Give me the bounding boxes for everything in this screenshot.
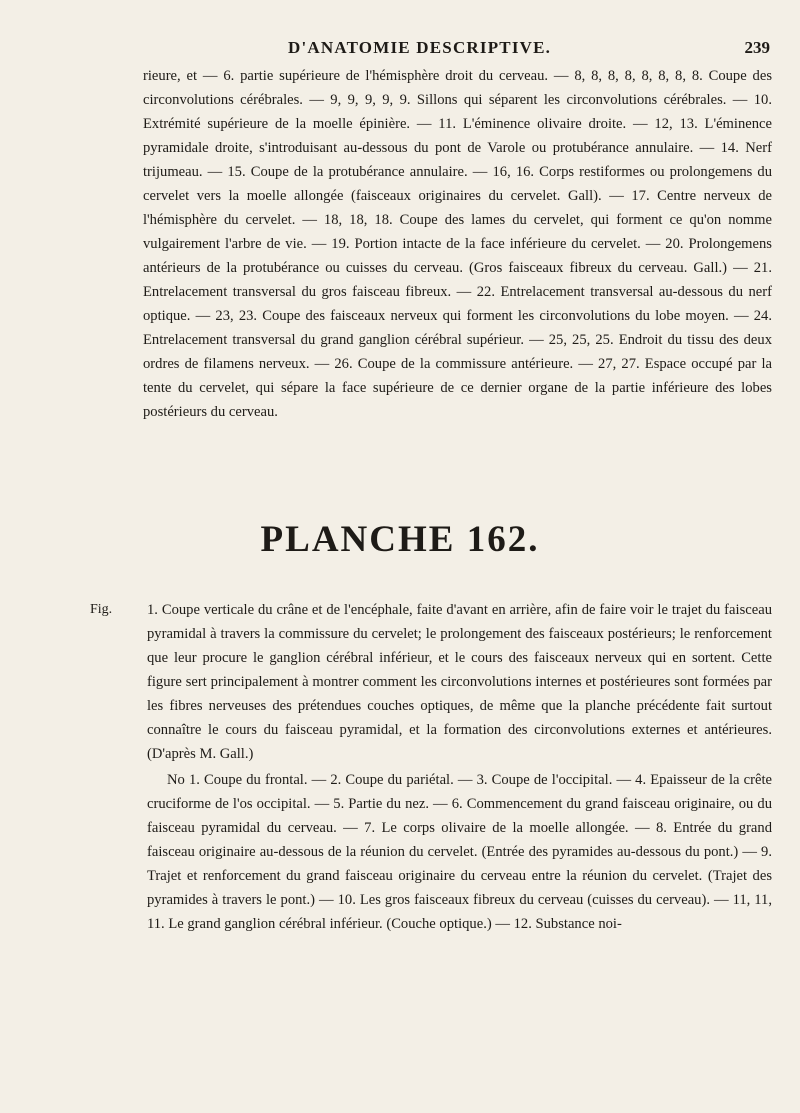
figure-numbered-items: No 1. Coupe du frontal. — 2. Coupe du pariétal. — 3. Coupe de l'occipital. — 4. Epaisseur de la crête cruciforme de l'os occipital. — 5. Partie du nez. — 6. Commencement du grand faisceau originaire, ou du faisceau pyramidal du cerveau. — 7. Le corps olivaire de la moelle allongée. — 8. Entrée du grand faisceau originaire au-dessous de la réunion du cervelet. (Entrée des pyramides au-dessous du pont.) — 9. Trajet et renforcement du grand faisceau originaire du cerveau entre la réunion du cervelet. (Trajet des pyramides à travers le pont.) — 10. Les gros faisceaux fibreux du cerveau (cuisses du cerveau). — 11, 11, 11. Le grand ganglion cérébral inférieur. (Couche optique.) — 12. Substance noi- bbox=[147, 772, 772, 932]
figure-label: Fig. bbox=[90, 602, 113, 617]
figure-block bbox=[90, 598, 772, 936]
continued-paragraph: rieure, et — 6. partie supérieure de l'hémisphère droit du cerveau. — 8, 8, 8, 8, 8, 8, 8, 8. Coupe des circonvolutions cérébrales. — 9, 9, 9, 9, 9. Sillons qui séparent les circonvolutions cérébrales. — 10. Extrémité supérieure de la moelle épinière. — 11. L'éminence olivaire droite. — 12, 13. L'éminence pyramidale droite, s'introduisant au-dessous du pont de Varole ou protubérance annulaire. — 14. Nerf trijumeau. — 15. Coupe de la protubérance annulaire. — 16, 16. Corps restiformes ou prolongemens du cervelet vers la moelle allongée (faisceaux originaires du cervelet. Gall). — 17. Centre nerveux de l'hémisphère du cervelet. — 18, 18, 18. Coupe des lames du cervelet, qui forment ce qu'on nomme vulgairement l'arbre de vie. — 19. Portion intacte de la face inférieure du cervelet. — 20. Prolongemens antérieurs de la protubérance ou cuisses du cerveau. (Gros faisceaux fibreux du cerveau. Gall.) — 21. Entrelacement transversal du gros faisceau fibreux. — 22. Entrelacement transversal au-dessous du nerf optique. — 23, 23. Coupe des faisceaux nerveux qui forment les circonvolutions du lobe moyen. — 24. Entrelacement transversal du grand ganglion cérébral supérieur. — 25, 25, 25. Endroit du tissu des deux ordres de filamens nerveux. — 26. Coupe de la commissure antérieure. — 27, 27. Espace occupé par la tente du cervelet, qui sépare la face supérieure de ce dernier organe de la partie inférieure des lobes postérieurs du cerveau. bbox=[143, 68, 772, 420]
figure-description: 1. Coupe verticale du crâne et de l'encéphale, faite d'avant en arrière, afin de faire voir le trajet du faisceau pyramidal à travers la commissure du cervelet; le prolongement des faisceaux postérieurs; le renforcement que leur procure le ganglion cérébral inférieur, et le cours des faisceaux nerveux qui en sortent. Cette figure sert principalement à montrer comment les circonvolutions internes et postérieures sont formées par les fibres nerveuses des prétendues couches optiques, de même que la planche précédente fait surtout connaître le cours du faisceau pyramidal, et la formation des circonvolutions externes et antérieures. (D'après M. Gall.) bbox=[147, 602, 772, 762]
page-number: 239 bbox=[744, 38, 770, 57]
running-head bbox=[140, 38, 770, 62]
plate-heading: PLANCHE 162. bbox=[260, 519, 540, 560]
running-title: D'ANATOMIE DESCRIPTIVE. bbox=[288, 38, 552, 57]
